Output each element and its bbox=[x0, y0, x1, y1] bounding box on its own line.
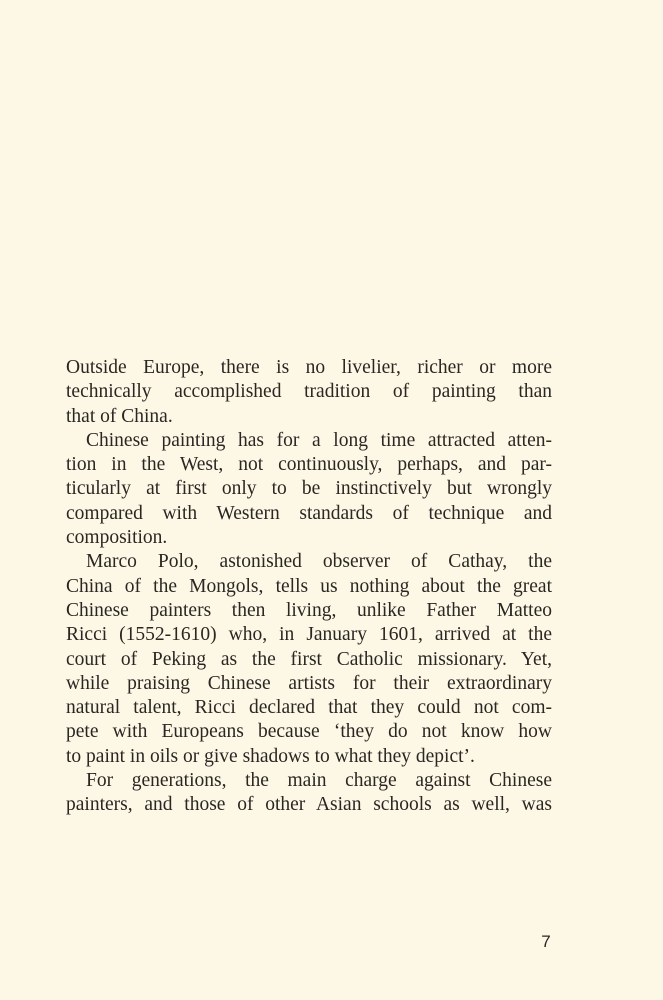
text-line: natural talent, Ricci declared that they could not com- bbox=[66, 697, 552, 719]
text-line: China of the Mongols, tells us nothing about the great bbox=[66, 575, 552, 597]
text-line: Outside Europe, there is no livelier, richer or more bbox=[66, 357, 552, 378]
text-line: Marco Polo, astonished observer of Cathay, the bbox=[86, 551, 552, 573]
text-line: painters, and those of other Asian schools as well, was bbox=[66, 794, 552, 816]
text-line: Chinese painters then living, unlike Father Matteo bbox=[66, 599, 552, 621]
text-line: technically accomplished tradition of painting than bbox=[66, 381, 552, 403]
text-line: to paint in oils or give shadows to what they depict’. bbox=[66, 745, 475, 767]
text-line: composition. bbox=[66, 527, 168, 549]
text-line: compared with Western standards of technique and bbox=[66, 502, 552, 524]
text-line: For generations, the main charge against Chinese bbox=[86, 770, 552, 792]
text-line: Chinese painting has for a long time attracted atten- bbox=[86, 429, 552, 451]
text-line: while praising Chinese artists for their extraordinary bbox=[66, 672, 552, 694]
text-line: Ricci (1552-1610) who, in January 1601, arrived at the bbox=[66, 624, 552, 646]
body-text bbox=[66, 356, 552, 818]
text-line: ticularly at first only to be instinctively but wrongly bbox=[66, 478, 552, 500]
text-line: pete with Europeans because ‘they do not know how bbox=[66, 721, 552, 743]
text-line: tion in the West, not continuously, perhaps, and par- bbox=[66, 454, 552, 476]
page-number: 7 bbox=[541, 932, 551, 951]
text-line: court of Peking as the first Catholic missionary. Yet, bbox=[66, 648, 552, 670]
text-line: that of China. bbox=[66, 405, 173, 427]
